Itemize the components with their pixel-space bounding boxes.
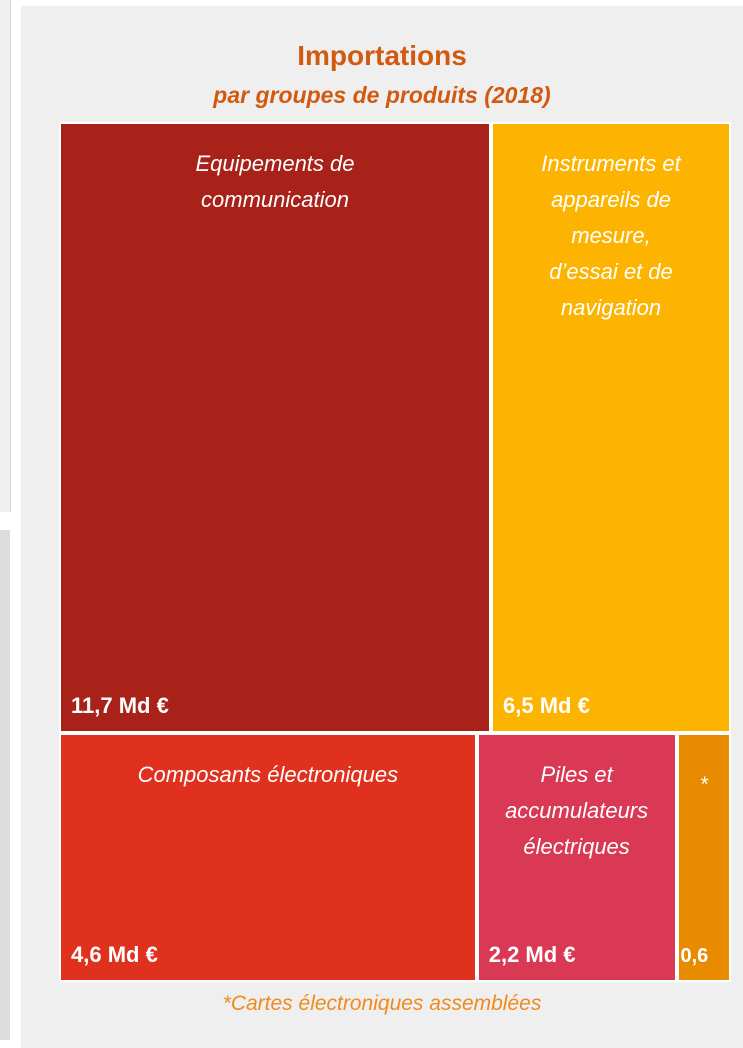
treemap-tile — [491, 122, 731, 733]
chart-footnote: *Cartes électroniques assemblées — [222, 992, 542, 1015]
tile-value: 0,6 — [680, 945, 709, 967]
treemap — [59, 122, 731, 982]
tile-value: 11,7 Md € — [71, 693, 169, 719]
chart-title: Importations — [297, 40, 467, 71]
tile-value: 2,2 Md € — [488, 942, 576, 967]
chart-subtitle: par groupes de produits (2018) — [213, 82, 551, 108]
side-panel-bottom — [0, 530, 10, 1040]
tile-value: 6,5 Md € — [503, 693, 590, 719]
tile-label: Composants électroniques — [137, 762, 399, 788]
treemap-tile — [677, 733, 731, 982]
chart-card — [21, 6, 743, 1048]
tile-value: 4,6 Md € — [71, 942, 158, 967]
tile-label: Instruments et appareils de mesure, d’essai et de navigation — [541, 151, 681, 320]
tile-label: Equipements de communication — [195, 151, 355, 212]
tile-label: Piles et accumulateurs électriques — [505, 762, 649, 860]
tile-label: * — [699, 773, 708, 797]
treemap-tile — [477, 733, 677, 982]
treemap-tile — [59, 733, 477, 982]
side-panel-top — [0, 0, 11, 512]
treemap-tile — [59, 122, 491, 733]
